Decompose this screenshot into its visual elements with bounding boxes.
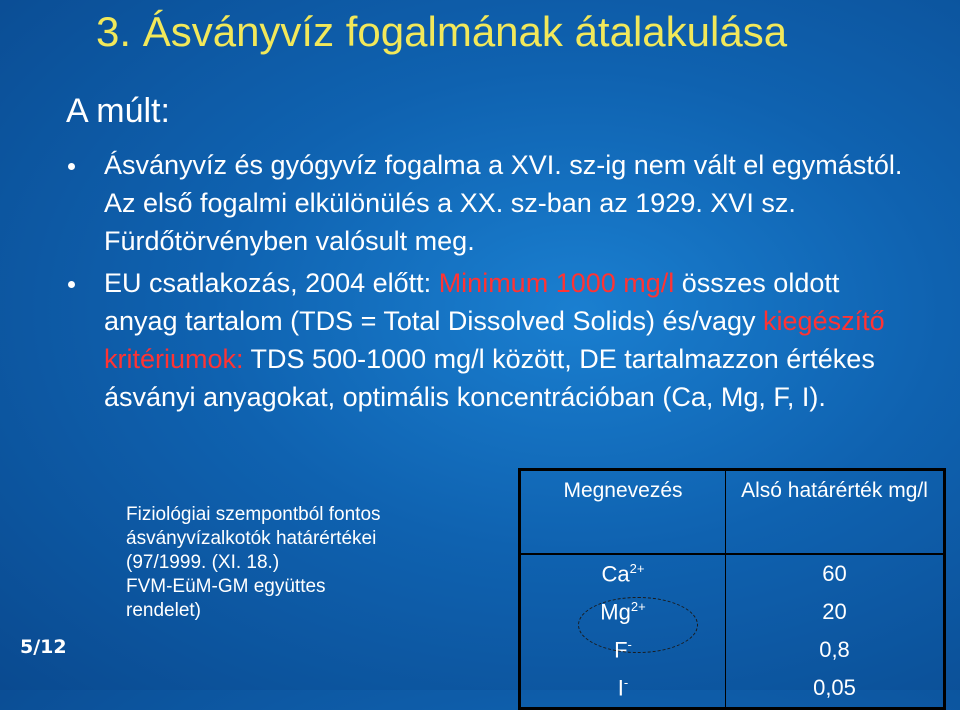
bullet-history-text: Ásványvíz és gyógyvíz fogalma a XVI. sz-ig nem vált el egymástól. Az első fogalmi elkülönülés a XX. sz-ban az 1929. XVI sz. Fürdőtörvényben valósult meg. xyxy=(104,150,903,256)
header-name: Megnevezés xyxy=(520,470,726,555)
bullet-eu-accession xyxy=(64,264,904,416)
ion-charge: 2+ xyxy=(630,598,646,614)
bullet-eu-text-1: EU csatlakozás, 2004 előtt: xyxy=(104,268,439,298)
page-number: 5/12 xyxy=(20,636,67,658)
ion-symbol: Mg xyxy=(600,599,631,625)
cell-ion xyxy=(520,593,726,631)
regulation-note xyxy=(126,503,486,623)
ion-symbol: I xyxy=(617,675,624,701)
bullet-eu-text-2: összes oldott anyag tartalom (TDS = Total Dissolved Solids) és/vagy xyxy=(104,268,840,336)
bullet-dot-icon xyxy=(68,281,75,288)
header-limit: Alsó határérték mg/l xyxy=(726,470,945,555)
regulation-note-line: FVM-EüM-GM együttes xyxy=(126,576,326,597)
ion-charge: - xyxy=(627,636,632,652)
table-row xyxy=(520,669,945,709)
slide-title: 3. Ásványvíz fogalmának átalakulása xyxy=(96,8,788,55)
cell-ion xyxy=(520,554,726,593)
cell-ion xyxy=(520,669,726,709)
cell-limit-value: 0,05 xyxy=(726,669,945,709)
ion-symbol: F xyxy=(614,637,628,663)
section-subtitle: A múlt: xyxy=(66,92,170,130)
table-row xyxy=(520,554,945,593)
limits-table xyxy=(518,468,946,710)
cell-ion xyxy=(520,631,726,669)
table-row xyxy=(520,631,945,669)
ion-symbol: Ca xyxy=(601,561,630,587)
cell-limit-value: 20 xyxy=(726,593,945,631)
table-row xyxy=(520,593,945,631)
ion-charge: - xyxy=(623,674,629,690)
regulation-note-line: (97/1999. (XI. 18.) xyxy=(126,552,280,573)
cell-limit-value: 0,8 xyxy=(726,631,945,669)
bullet-history xyxy=(64,146,904,260)
bullet-eu-text-3: TDS 500-1000 mg/l között, DE tartalmazzon értékes ásványi anyagokat, optimális koncentrációban (Ca, Mg, F, I). xyxy=(104,344,875,412)
regulation-note-line: rendelet) xyxy=(126,600,201,621)
table-header-row xyxy=(520,470,945,555)
regulation-note-line: ásványvízalkotók határértékei xyxy=(126,528,377,549)
bullet-eu-highlight-criteria: kiegészítő kritériumok: xyxy=(104,306,885,374)
cell-limit-value: 60 xyxy=(726,554,945,593)
regulation-note-line: Fiziológiai szempontból fontos xyxy=(126,504,381,525)
bullet-dot-icon xyxy=(68,163,75,170)
bullet-list xyxy=(64,146,904,416)
bullet-eu-highlight-minimum: Minimum 1000 mg/l xyxy=(438,268,675,298)
ion-charge: 2+ xyxy=(629,560,645,576)
